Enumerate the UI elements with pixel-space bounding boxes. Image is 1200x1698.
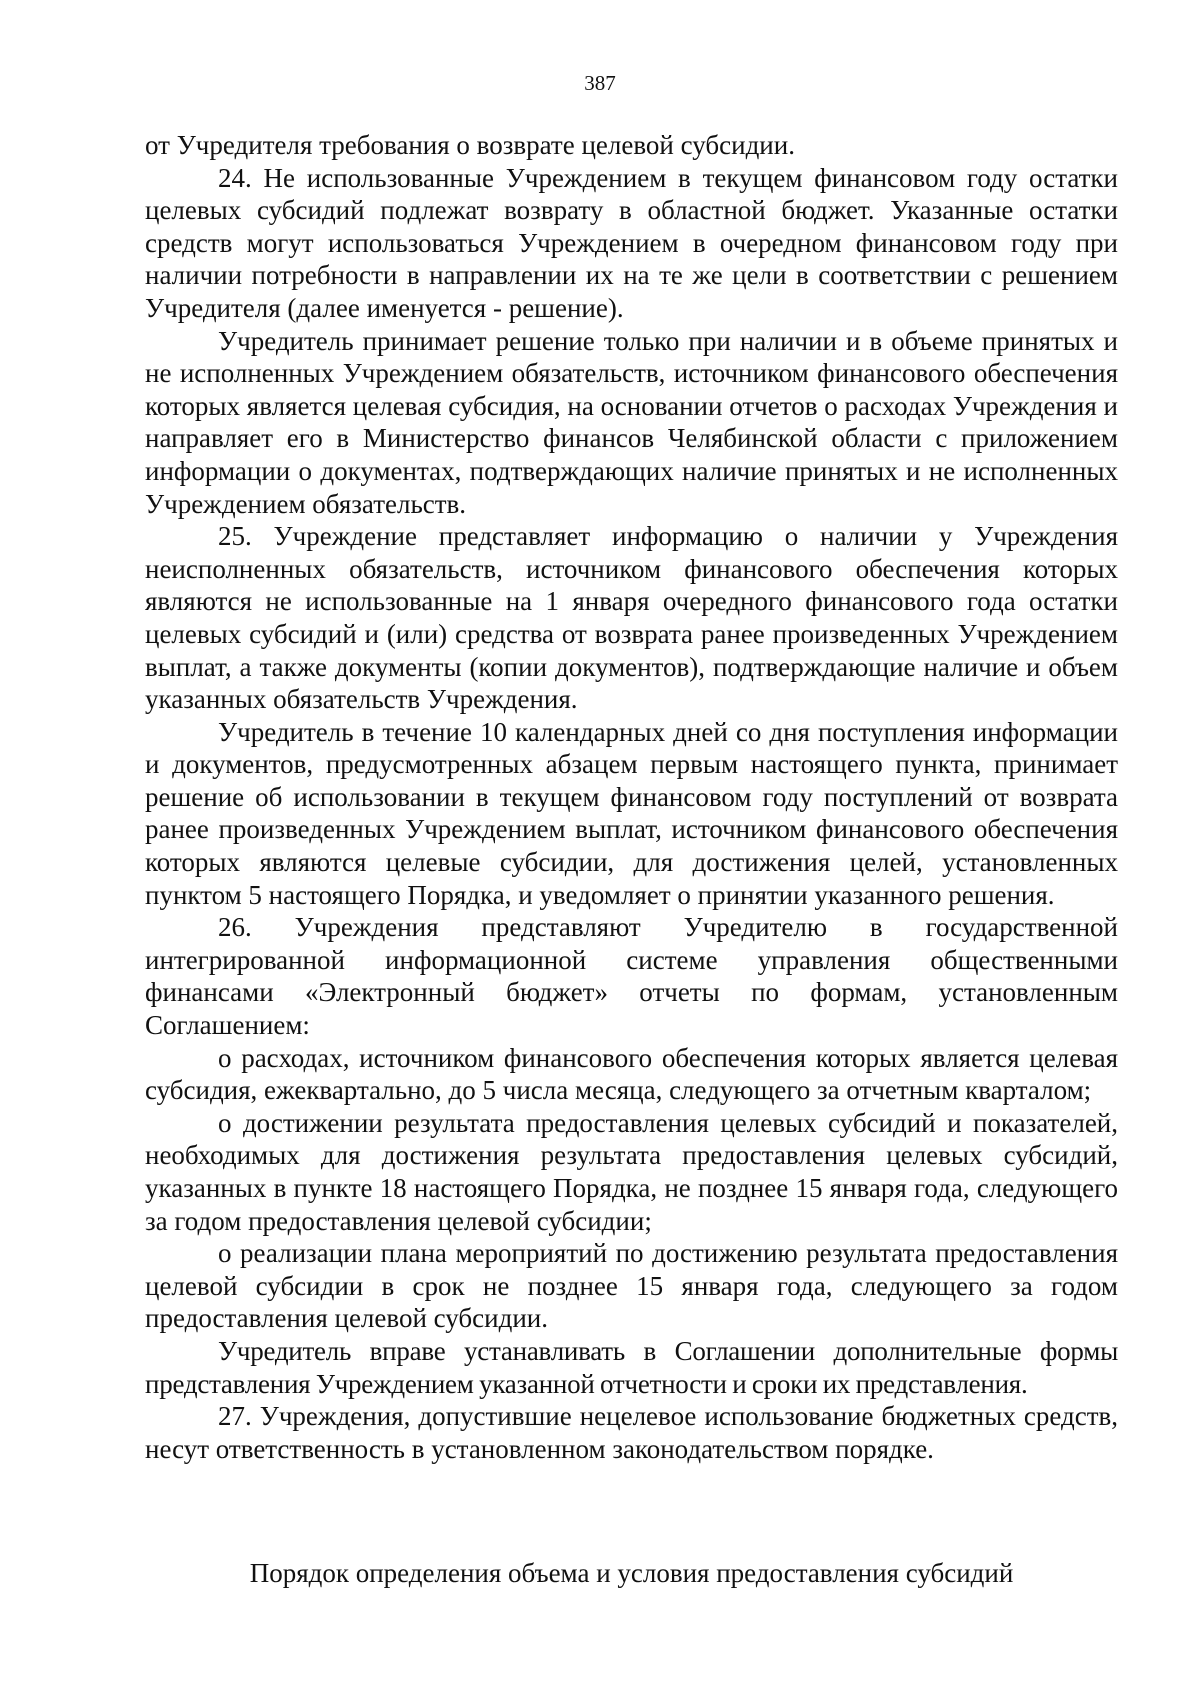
paragraph-additional-forms: Учредитель вправе устанавливать в Соглашении дополнительные формы представления Учреждением указанной отчетности и сроки их представления. bbox=[145, 1335, 1118, 1399]
paragraph-item-24: 24. Не использованные Учреждением в текущем финансовом году остатки целевых субсидий подлежат возврату в областной бюджет. Указанные остатки средств могут использоваться Учреждением в очередном финансовом году при наличии потребности в направлении их на те же цели в соответствии с решением Учредителя (далее именуется - решение). bbox=[145, 162, 1118, 323]
paragraph-item-26: 26. Учреждения представляют Учредителю в государственной интегрированной информационной системе управления общественными финансами «Электронный бюджет» отчеты по формам, установленным Соглашением: bbox=[145, 912, 1118, 1041]
page-number: 387 bbox=[584, 71, 616, 95]
paragraph-decision-terms: Учредитель принимает решение только при наличии и в объеме принятых и не исполненных Учреждением обязательств, источником финансового обеспечения которых является целевая субсидия, на основании отчетов о расходах Учреждения и направляет его в Министерство финансов Челябинской области с приложением информации о документах, подтверждающих наличие принятых и не исполненных Учреждением обязательств. bbox=[145, 325, 1118, 519]
paragraph-decision-deadline: Учредитель в течение 10 календарных дней со дня поступления информации и документов, предусмотренных абзацем первым настоящего пункта, принимает решение об использовании в текущем финансовом году поступлений от возврата ранее произведенных Учреждением выплат, источником финансового обеспечения которых являются целевые субсидии, для достижения целей, установленных пунктом 5 настоящего Порядка, и уведомляет о принятии указанного решения. bbox=[145, 716, 1118, 910]
paragraph-item-27: 27. Учреждения, допустившие нецелевое использование бюджетных средств, несут ответственность в установленном законодательством порядке. bbox=[145, 1401, 1118, 1464]
paragraph-item-25: 25. Учреждение представляет информацию о наличии у Учреждения неисполненных обязательств, источником финансового обеспечения которых являются не использованные на 1 января очередного финансового года остатки целевых субсидий и (или) средства от возврата ранее произведенных Учреждением выплат, а также документы (копии документов), подтверждающие наличие и объем указанных обязательств Учреждения. bbox=[145, 521, 1118, 715]
paragraph-report-expenses: о расходах, источником финансового обеспечения которых является целевая субсидия, ежеквартально, до 5 числа месяца, следующего за отчетным кварталом; bbox=[145, 1042, 1118, 1106]
paragraph-continuation: от Учредителя требования о возврате целевой субсидии. bbox=[145, 130, 795, 160]
document-body bbox=[145, 129, 1118, 1465]
paragraph-report-results: о достижении результата предоставления целевых субсидий и показателей, необходимых для достижения результата предоставления целевых субсидий, указанных в пункте 18 настоящего Порядка, не позднее 15 января года, следующего за годом предоставления целевой субсидии; bbox=[145, 1107, 1118, 1236]
section-heading: Порядок определения объема и условия предоставления субсидий bbox=[249, 1558, 1014, 1588]
paragraph-report-plan: о реализации плана мероприятий по достижению результата предоставления целевой субсидии в срок не позднее 15 января года, следующего за годом предоставления целевой субсидии. bbox=[145, 1238, 1118, 1334]
